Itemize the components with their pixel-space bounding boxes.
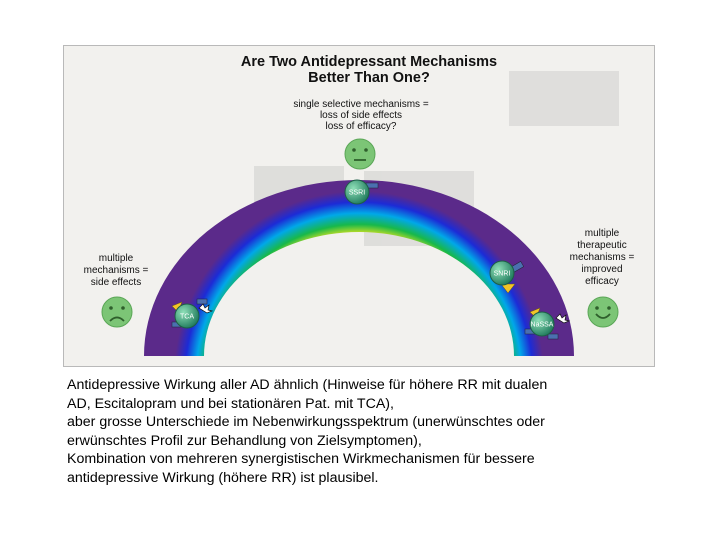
right-label-line1: multiple <box>584 228 620 239</box>
snri-label: SNRI <box>493 270 511 278</box>
happy-face-icon <box>588 297 618 327</box>
diagram-title-line1: Are Two Antidepressant Mechanisms <box>240 54 498 70</box>
caption-line: erwünschtes Profil zur Behandlung von Zielsymptomen), <box>67 432 422 449</box>
right-label-line3: mechanisms = <box>569 252 635 263</box>
ssri-label: SSRI <box>348 189 366 197</box>
sad-face-icon <box>102 297 132 327</box>
caption-line: AD, Escitalopram und bei stationären Pat. mit TCA), <box>67 395 394 412</box>
top-label-line3: loss of efficacy? <box>325 121 397 132</box>
caption-text <box>67 376 667 488</box>
neutral-face-icon <box>345 139 375 169</box>
left-label-line1: multiple <box>98 253 134 264</box>
nassa-label: NaSSA <box>530 321 554 329</box>
caption-line: Antidepressive Wirkung aller AD ähnlich (Hinweise für höhere RR mit dualen <box>67 377 548 393</box>
left-label-line2: mechanisms = <box>83 265 149 276</box>
top-label-line1: single selective mechanisms = <box>293 99 429 110</box>
rainbow-diagram <box>64 46 654 366</box>
caption-line: antidepressive Wirkung (höhere RR) ist plausibel. <box>67 469 379 486</box>
right-label-line5: efficacy <box>585 276 619 287</box>
right-label-line2: therapeutic <box>577 240 627 251</box>
caption-line: aber grosse Unterschiede im Nebenwirkungsspektrum (unerwünschtes oder <box>67 414 545 431</box>
top-label-line2: loss of side effects <box>319 110 403 121</box>
diagram-scan <box>63 45 655 367</box>
left-label-line3: side effects <box>90 277 142 288</box>
right-label-line4: improved <box>581 264 623 275</box>
caption-line: Kombination von mehreren synergistischen Wirkmechanismen für bessere <box>67 451 535 468</box>
tca-label: TCA <box>180 313 194 321</box>
diagram-title-line2: Better Than One? <box>308 70 430 86</box>
